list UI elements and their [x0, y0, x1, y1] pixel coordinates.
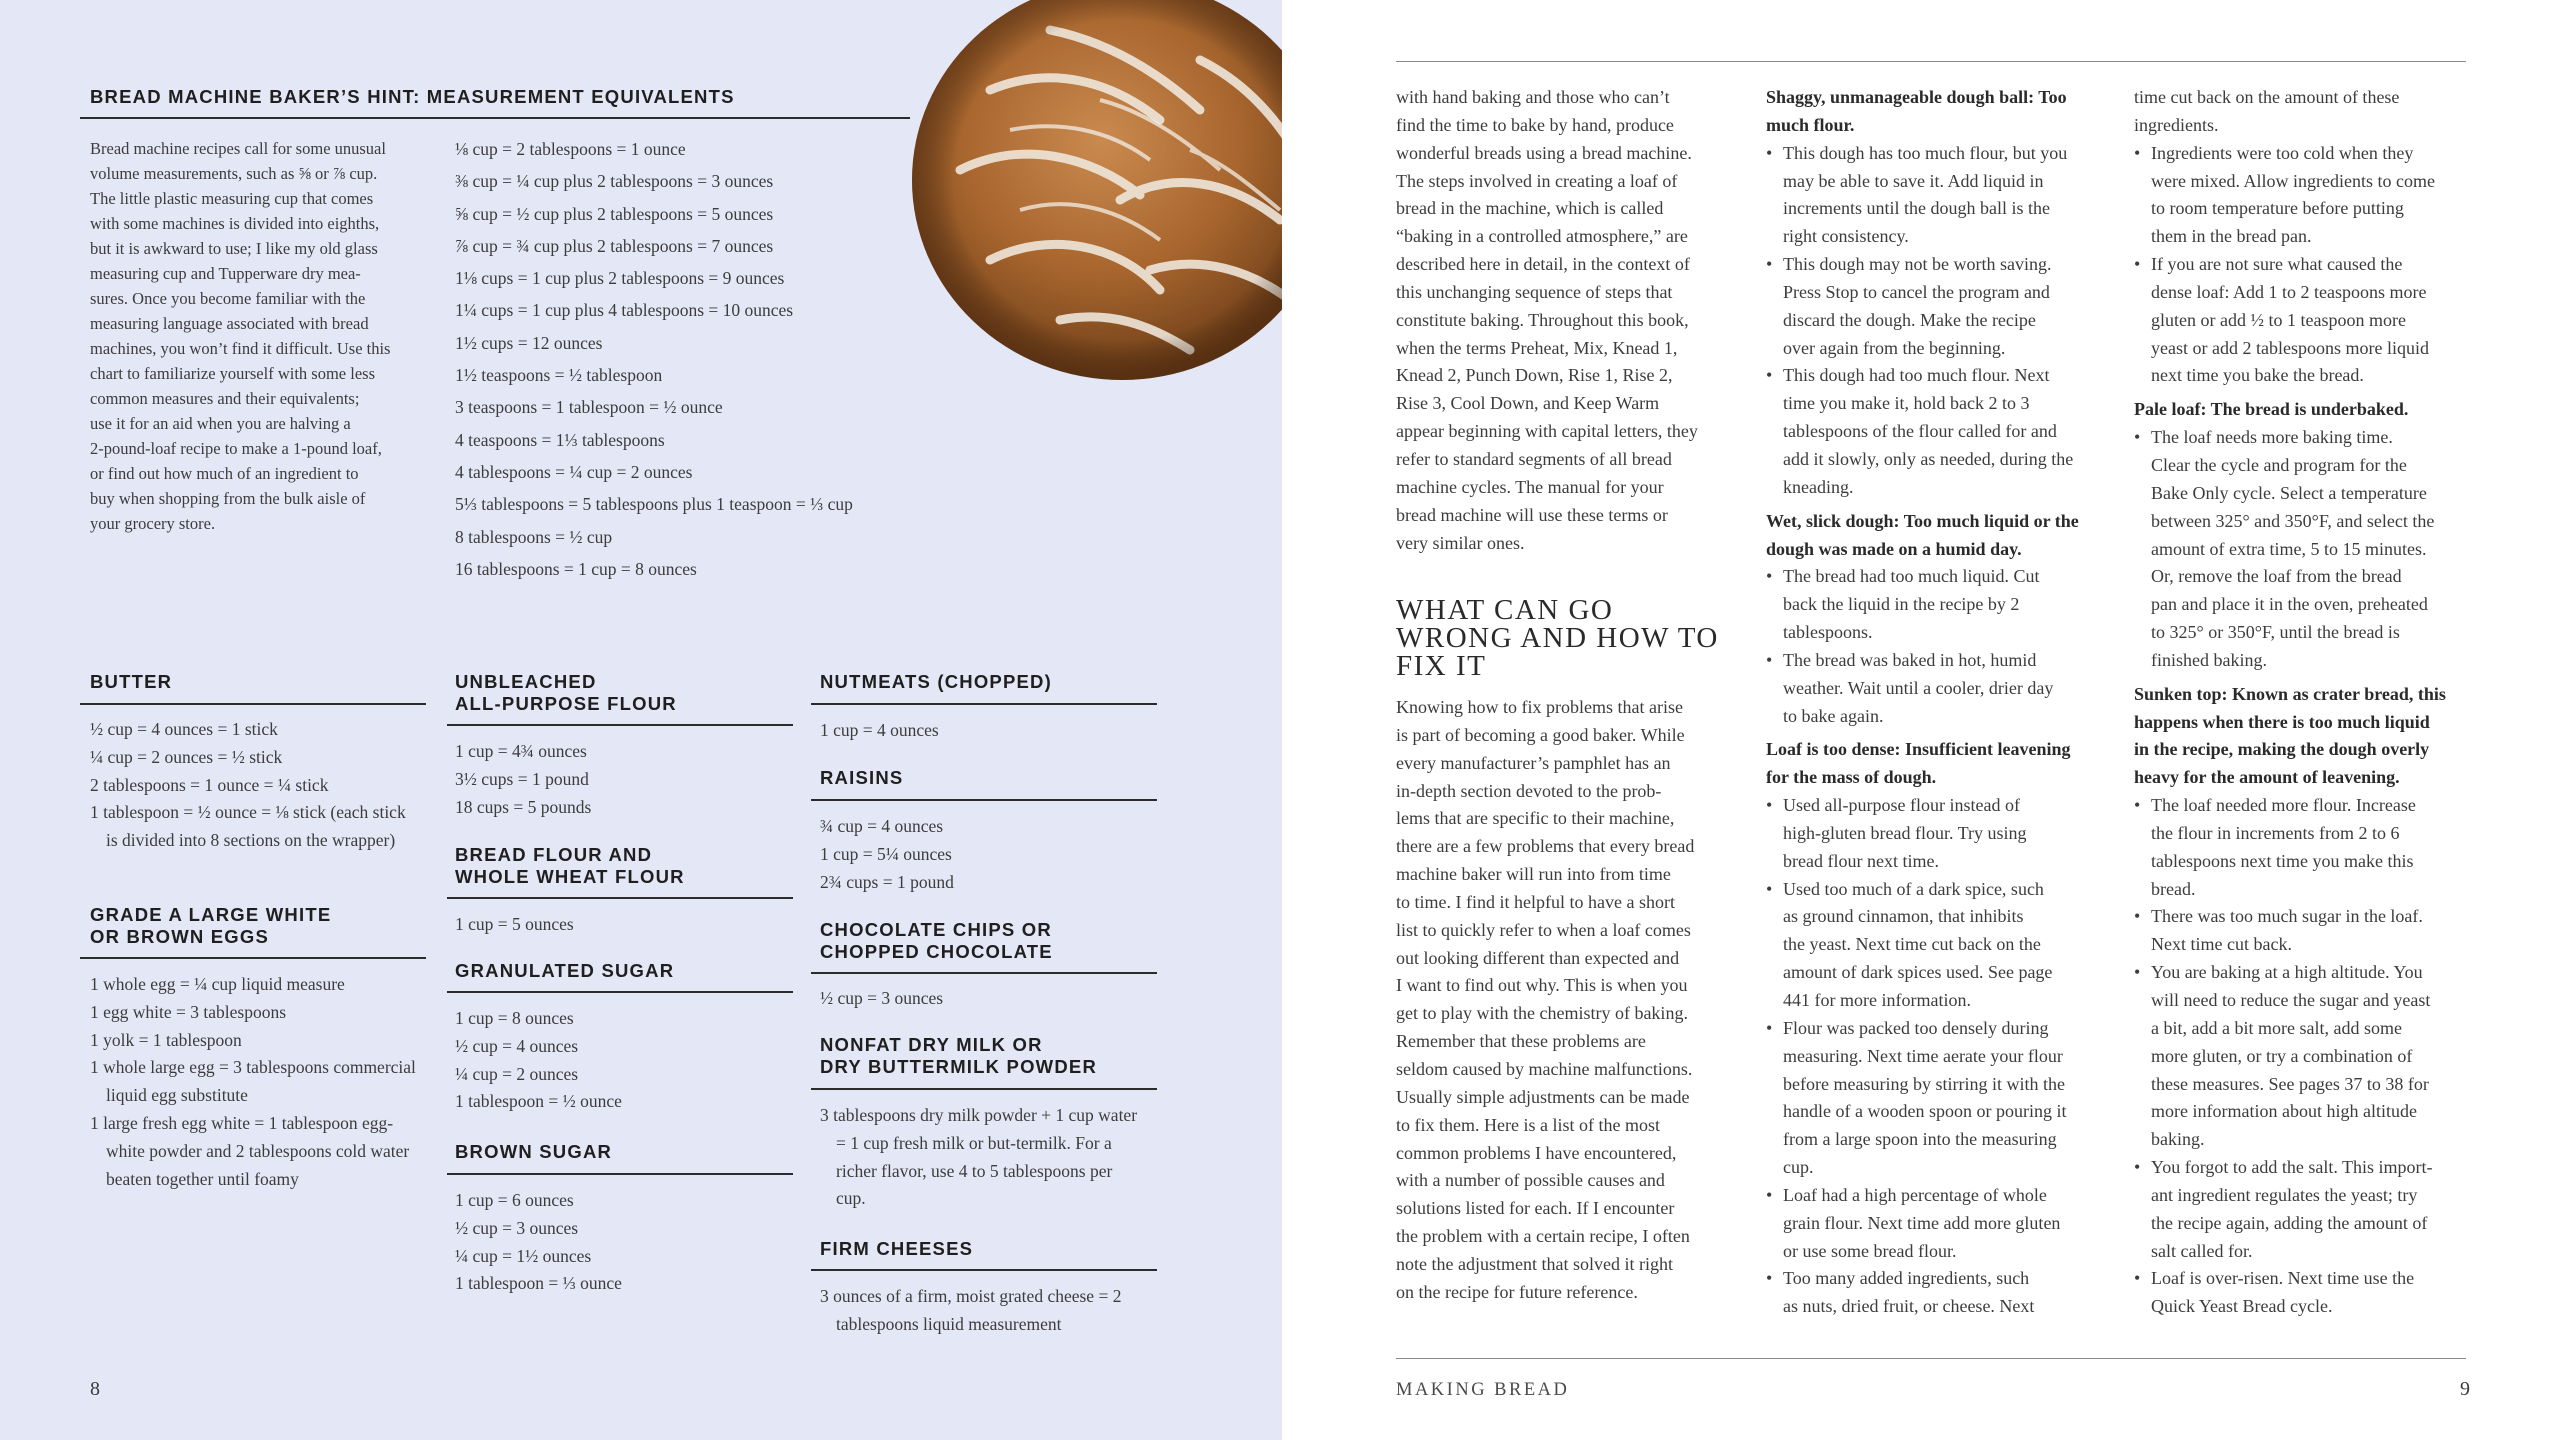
section-heading	[1396, 596, 1741, 680]
text-line: finished baking.	[2151, 649, 2267, 670]
text-line: Next time cut back.	[2151, 934, 2292, 955]
text-line: weather. Wait until a cooler, drier day	[1783, 677, 2054, 698]
text-line: yeast or add 2 tablespoons more liquid	[2151, 337, 2429, 358]
body-line: Knowing how to fix problems that arise	[1396, 697, 1683, 717]
text-line: back the liquid in the recipe by 2	[1783, 594, 2020, 615]
dry-milk-title	[820, 1034, 1097, 1078]
body-line: seldom caused by machine malfunctions.	[1396, 1058, 1693, 1079]
text-line: Used too much of a dark spice, such	[1783, 878, 2044, 899]
body-line: described here in detail, in the context of	[1396, 254, 1690, 275]
body-line: there are a few problems that every bread	[1396, 836, 1695, 857]
intro-line: sures. Once you become familiar with the	[90, 289, 366, 308]
flour-row: 1 cup = 4¾ ounces	[455, 741, 587, 761]
equivalent-row: 1½ cups = 12 ounces	[455, 332, 603, 353]
col3-bullet	[2134, 903, 2484, 959]
brown-sugar-list	[455, 1187, 785, 1298]
body-line: bread machine will use these terms or	[1396, 504, 1668, 525]
text-line: more information about high altitude	[2151, 1101, 2417, 1122]
body-line: The steps involved in creating a loaf of	[1396, 170, 1678, 191]
col3-bullet	[2134, 1265, 2484, 1321]
body-line: with hand baking and those who can’t	[1396, 87, 1670, 107]
butter-list	[90, 716, 420, 855]
col2-bullet	[1766, 563, 2116, 647]
dry-milk-title-line2: DRY BUTTERMILK POWDER	[820, 1056, 1098, 1077]
text-line: a bit, add a bit more salt, add some	[2151, 1017, 2402, 1038]
bullet-marker: •	[2134, 795, 2141, 816]
raisins-list	[820, 813, 1150, 896]
text-line: the recipe again, adding the amount of	[2151, 1212, 2428, 1233]
text-line: more gluten, or try a combination of	[2151, 1045, 2413, 1066]
equivalent-row: 1⅛ cups = 1 cup plus 2 tablespoons = 9 ounces	[455, 268, 785, 289]
flour-row: 3½ cups = 1 pound	[455, 768, 589, 789]
text-line: handle of a wooden spoon or pouring it	[1783, 1101, 2067, 1122]
text-line: Shaggy, unmanageable dough ball: Too	[1766, 87, 2067, 107]
bullet-marker: •	[2134, 962, 2141, 983]
eggs-row: 1 yolk = 1 tablespoon	[90, 1029, 242, 1050]
eggs-list	[90, 971, 425, 1193]
intro-line: measuring cup and Tupperware dry mea-	[90, 264, 361, 283]
right-page-number: 9	[2460, 1378, 2470, 1400]
text-line: Loaf is over-risen. Next time use the	[2151, 1268, 2415, 1289]
dry-milk-rule	[811, 1088, 1157, 1090]
text-line: in the recipe, making the dough overly	[2134, 739, 2430, 760]
eggs-title-line2: OR BROWN EGGS	[90, 926, 270, 947]
col2-bullet	[1766, 362, 2116, 501]
brown-sugar-row: 1 cup = 6 ounces	[455, 1190, 574, 1210]
section-intro-text	[1396, 694, 1741, 1307]
text-line: Flour was packed too densely during	[1783, 1017, 2049, 1038]
intro-line: common measures and their equivalents;	[90, 389, 360, 408]
equivalent-row: ⅜ cup = ¼ cup plus 2 tablespoons = 3 ounces	[455, 171, 774, 192]
body-line: in-depth section devoted to the prob-	[1396, 780, 1662, 801]
col3-bullet	[2134, 959, 2484, 1154]
flour-list	[455, 738, 785, 821]
text-line: This dough may not be worth saving.	[1783, 254, 2052, 275]
eggs-title	[90, 904, 331, 948]
text-line: You are baking at a high altitude. You	[2151, 962, 2423, 983]
col2-bullet	[1766, 1265, 2116, 1321]
text-line: The loaf needs more baking time.	[2151, 427, 2393, 448]
text-line: to 325° or 350°F, until the bread is	[2151, 622, 2400, 643]
text-line: dense loaf: Add 1 to 2 teaspoons more	[2151, 281, 2427, 302]
intro-line: machines, you won’t find it difficult. Use this	[90, 339, 391, 358]
text-line: 441 for more information.	[1783, 990, 1971, 1010]
text-line: to room temperature before putting	[2151, 198, 2404, 219]
text-line: Too many added ingredients, such	[1783, 1268, 2030, 1289]
text-line: to bake again.	[1783, 705, 1884, 726]
granulated-sugar-row: 1 cup = 8 ounces	[455, 1008, 574, 1028]
intro-line: 2-pound-loaf recipe to make a 1-pound loaf,	[90, 439, 382, 458]
bullet-marker: •	[1766, 1017, 1773, 1038]
bullet-marker: •	[2134, 254, 2141, 275]
text-line: may be able to save it. Add liquid in	[1783, 170, 2044, 191]
col2-subhead	[1766, 736, 2116, 792]
text-line: happens when there is too much liquid	[2134, 711, 2430, 732]
body-line: on the recipe for future reference.	[1396, 1281, 1638, 1302]
text-line: Loaf had a high percentage of whole	[1783, 1184, 2047, 1205]
bread-flour-title-line2: WHOLE WHEAT FLOUR	[455, 866, 685, 887]
brown-sugar-rule	[447, 1173, 793, 1175]
body-line: “baking in a controlled atmosphere,” are	[1396, 226, 1688, 247]
col2-bullet	[1766, 647, 2116, 731]
body-line: refer to standard segments of all bread	[1396, 448, 1672, 469]
granulated-sugar-row: ¼ cup = 2 ounces	[455, 1063, 579, 1084]
equivalent-row: 1½ teaspoons = ½ tablespoon	[455, 365, 663, 386]
equivalent-row: 16 tablespoons = 1 cup = 8 ounces	[455, 558, 697, 579]
text-line: gluten or add ½ to 1 teaspoon more	[2151, 309, 2406, 330]
col3-continued	[2134, 84, 2484, 140]
text-line: Ingredients were too cold when they	[2151, 142, 2414, 163]
body-line: note the adjustment that solved it right	[1396, 1253, 1673, 1274]
brown-sugar-row: ¼ cup = 1½ ounces	[455, 1245, 592, 1266]
text-line: Used all-purpose flour instead of	[1783, 795, 2020, 816]
text-line: or use some bread flour.	[1783, 1240, 1957, 1261]
body-line: out looking different than expected and	[1396, 947, 1680, 968]
text-line: heavy for the amount of leavening.	[2134, 767, 2400, 788]
equivalents-list	[455, 133, 975, 585]
intro-line: chart to familiarize yourself with some less	[90, 364, 375, 383]
butter-title: BUTTER	[90, 671, 173, 692]
col3-bullet	[2134, 424, 2484, 675]
bottom-rule	[1396, 1358, 2466, 1359]
text-line: pan and place it in the oven, preheated	[2151, 594, 2428, 615]
text-line: increments until the dough ball is the	[1783, 198, 2050, 219]
bullet-marker: •	[2134, 906, 2141, 927]
eggs-title-line1: GRADE A LARGE WHITE	[90, 904, 332, 925]
body-line: wonderful breads using a bread machine.	[1396, 142, 1692, 163]
text-line: kneading.	[1783, 476, 1854, 497]
equivalent-row: ⅝ cup = ½ cup plus 2 tablespoons = 5 ounces	[455, 203, 774, 224]
text-line: salt called for.	[2151, 1240, 2253, 1261]
text-line: This dough had too much flour. Next	[1783, 365, 2050, 386]
body-line: machine cycles. The manual for your	[1396, 476, 1664, 497]
butter-row: 2 tablespoons = 1 ounce = ¼ stick	[90, 774, 329, 795]
text-line: discard the dough. Make the recipe	[1783, 309, 2036, 330]
body-line: Usually simple adjustments can be made	[1396, 1086, 1690, 1107]
col2-bullet	[1766, 1182, 2116, 1266]
text-line: tablespoons.	[1783, 622, 1873, 643]
body-line: when the terms Preheat, Mix, Knead 1,	[1396, 337, 1678, 358]
butter-rule	[80, 703, 426, 705]
eggs-rule	[80, 957, 426, 959]
flour-rule	[447, 724, 793, 726]
col3-bullet	[2134, 251, 2484, 390]
intro-line: Bread machine recipes call for some unusual	[90, 139, 386, 158]
right-page	[1282, 0, 2560, 1440]
text-line: tablespoons next time you make this	[2151, 850, 2414, 871]
bread-flour-list	[455, 911, 785, 939]
granulated-sugar-row: 1 tablespoon = ½ ounce	[455, 1091, 622, 1112]
text-line: the yeast. Next time cut back on the	[1783, 934, 2041, 955]
chocolate-title-line2: CHOPPED CHOCOLATE	[820, 941, 1053, 962]
intro-line: measuring language associated with bread	[90, 314, 369, 333]
running-head: MAKING BREAD	[1396, 1380, 1570, 1400]
col3-subhead	[2134, 681, 2484, 792]
equivalent-row: 4 teaspoons = 1⅓ tablespoons	[455, 429, 665, 450]
eggs-row: 1 whole egg = ¼ cup liquid measure	[90, 974, 345, 994]
text-line: Quick Yeast Bread cycle.	[2151, 1296, 2333, 1317]
equivalent-row: 5⅓ tablespoons = 5 tablespoons plus 1 teaspoon = ⅓ cup	[455, 494, 853, 515]
text-line: Sunken top: Known as crater bread, this	[2134, 683, 2446, 704]
text-line: The loaf needed more flour. Increase	[2151, 795, 2416, 816]
body-line: lems that are specific to their machine,	[1396, 808, 1675, 829]
bullet-marker: •	[1766, 365, 1773, 386]
text-line: will need to reduce the sugar and yeast	[2151, 990, 2431, 1010]
troubleshooting-column-3	[2134, 84, 2484, 1321]
intro-line: use it for an aid when you are halving a	[90, 414, 351, 433]
body-line: Remember that these problems are	[1396, 1031, 1646, 1052]
text-line: baking.	[2151, 1129, 2205, 1150]
brown-sugar-row: ½ cup = 3 ounces	[455, 1217, 579, 1238]
brown-sugar-title: BROWN SUGAR	[455, 1141, 613, 1162]
bullet-marker: •	[1766, 254, 1773, 275]
granulated-sugar-row: ½ cup = 4 ounces	[455, 1035, 579, 1056]
chocolate-list	[820, 985, 1150, 1013]
bullet-marker: •	[1766, 795, 1773, 816]
body-line: machine baker will run into from time	[1396, 864, 1671, 885]
col3-bullet	[2134, 792, 2484, 903]
heading-line: FIX IT	[1396, 650, 1487, 682]
body-line: bread in the machine, which is called	[1396, 198, 1664, 219]
bullet-marker: •	[1766, 878, 1773, 899]
text-line: next time you bake the bread.	[2151, 365, 2364, 386]
intro-line: volume measurements, such as ⅝ or ⅞ cup.	[90, 164, 378, 183]
text-line: time you make it, hold back 2 to 3	[1783, 393, 2030, 414]
flour-title-line2: ALL-PURPOSE FLOUR	[455, 693, 677, 714]
text-line: amount of dark spices used. See page	[1783, 962, 2053, 983]
granulated-sugar-title: GRANULATED SUGAR	[455, 960, 675, 981]
text-line: Pale loaf: The bread is underbaked.	[2134, 399, 2409, 420]
col2-subhead	[1766, 84, 2116, 140]
bullet-marker: •	[1766, 1268, 1773, 1289]
body-line: get to play with the chemistry of baking.	[1396, 1003, 1688, 1024]
bullet-marker: •	[1766, 142, 1773, 163]
equivalent-row: ⅞ cup = ¾ cup plus 2 tablespoons = 7 ounces	[455, 235, 774, 256]
body-line: to time. I find it helpful to have a short	[1396, 891, 1675, 912]
body-line: appear beginning with capital letters, they	[1396, 421, 1698, 442]
intro-line: The little plastic measuring cup that comes	[90, 189, 374, 208]
text-line: right consistency.	[1783, 226, 1909, 247]
bullet-marker: •	[2134, 1157, 2141, 1178]
bullet-marker: •	[1766, 566, 1773, 587]
raisins-row: 1 cup = 5¼ ounces	[820, 843, 952, 864]
text-line: This dough has too much flour, but you	[1783, 142, 2068, 163]
text-line: before measuring by stirring it with the	[1783, 1073, 2065, 1094]
text-line: high-gluten bread flour. Try using	[1783, 822, 2027, 843]
dry-milk-row: 3 tablespoons dry milk powder + 1 cup water = 1 cup fresh milk or but-termilk. For a richer flavor, use 4 to 5 tablespoons per cup.	[820, 1105, 1138, 1209]
col3-bullet	[2134, 1154, 2484, 1265]
eggs-row: 1 whole large egg = 3 tablespoons commercial liquid egg substitute	[90, 1057, 416, 1106]
chocolate-rule	[811, 972, 1157, 974]
text-line: from a large spoon into the measuring	[1783, 1129, 2057, 1150]
cheeses-rule	[811, 1269, 1157, 1271]
dry-milk-title-line1: NONFAT DRY MILK OR	[820, 1034, 1043, 1055]
raisins-row: 2¾ cups = 1 pound	[820, 871, 954, 892]
bullet-marker: •	[2134, 1268, 2141, 1289]
flour-row: 18 cups = 5 pounds	[455, 796, 592, 817]
equivalent-row: 4 tablespoons = ¼ cup = 2 ounces	[455, 461, 693, 482]
flour-title	[455, 671, 677, 715]
eggs-row: 1 large fresh egg white = 1 tablespoon egg-white powder and 2 tablespoons cold water beaten together until foamy	[90, 1112, 410, 1189]
body-line: to fix them. Here is a list of the most	[1396, 1114, 1660, 1135]
granulated-sugar-list	[455, 1005, 785, 1116]
body-line: very similar ones.	[1396, 532, 1525, 553]
bread-flour-row: 1 cup = 5 ounces	[455, 914, 574, 934]
text-line: ingredients.	[2134, 114, 2219, 135]
col2-bullet	[1766, 140, 2116, 251]
text-line: bread.	[2151, 878, 2196, 899]
body-line: the problem with a certain recipe, I often	[1396, 1226, 1690, 1247]
body-line: common problems I have encountered,	[1396, 1142, 1677, 1163]
text-line: amount of extra time, 5 to 15 minutes.	[2151, 538, 2427, 559]
equivalent-row: ⅛ cup = 2 tablespoons = 1 ounce	[455, 139, 686, 159]
text-line: cup.	[1783, 1157, 1814, 1178]
intro-paragraph	[90, 136, 430, 536]
text-line: You forgot to add the salt. This import-	[2151, 1157, 2433, 1178]
body-line: find the time to bake by hand, produce	[1396, 114, 1674, 135]
nutmeats-title: NUTMEATS (CHOPPED)	[820, 671, 1052, 692]
body-line: constitute baking. Throughout this book,	[1396, 309, 1689, 330]
text-line: dough was made on a humid day.	[1766, 538, 2022, 559]
col2-subhead	[1766, 508, 2116, 564]
text-line: grain flour. Next time add more gluten	[1783, 1212, 2061, 1233]
body-line: this unchanging sequence of steps that	[1396, 281, 1673, 302]
top-rule	[1396, 61, 2466, 62]
equivalent-row: 3 teaspoons = 1 tablespoon = ½ ounce	[455, 397, 723, 418]
raisins-row: ¾ cup = 4 ounces	[820, 816, 944, 836]
bullet-marker: •	[2134, 427, 2141, 448]
text-line: the flour in increments from 2 to 6	[2151, 822, 2400, 843]
col3-subhead	[2134, 396, 2484, 424]
hint-title: BREAD MACHINE BAKER’S HINT: MEASUREMENT EQUIVALENTS	[90, 86, 735, 107]
hint-title-rule	[80, 117, 910, 119]
text-line: The bread was baked in hot, humid	[1783, 649, 2037, 670]
text-line: between 325° and 350°F, and select the	[2151, 510, 2435, 531]
text-line: were mixed. Allow ingredients to come	[2151, 170, 2435, 191]
bread-flour-title	[455, 844, 685, 888]
raisins-title: RAISINS	[820, 767, 904, 788]
butter-row: ½ cup = 4 ounces = 1 stick	[90, 719, 278, 739]
intro-line: with some machines is divided into eighths,	[90, 214, 380, 233]
text-line: Wet, slick dough: Too much liquid or the	[1766, 510, 2079, 531]
text-line: ant ingredient regulates the yeast; try	[2151, 1184, 2418, 1205]
body-line: Knead 2, Punch Down, Rise 1, Rise 2,	[1396, 365, 1673, 386]
equivalent-row: 1¼ cups = 1 cup plus 4 tablespoons = 10 ounces	[455, 300, 794, 321]
text-line: Loaf is too dense: Insufficient leavening	[1766, 739, 2071, 760]
text-line: over again from the beginning.	[1783, 337, 2006, 358]
intro-line: your grocery store.	[90, 514, 216, 533]
text-line: There was too much sugar in the loaf.	[2151, 906, 2423, 927]
left-page-number: 8	[90, 1378, 100, 1400]
text-line: Bake Only cycle. Select a temperature	[2151, 482, 2427, 503]
text-line: these measures. See pages 37 to 38 for	[2151, 1073, 2429, 1094]
bullet-marker: •	[1766, 649, 1773, 670]
bullet-marker: •	[1766, 1184, 1773, 1205]
bread-flour-rule	[447, 897, 793, 899]
granulated-sugar-rule	[447, 991, 793, 993]
cheeses-row: 3 ounces of a firm, moist grated cheese = 2 tablespoons liquid measurement	[820, 1286, 1122, 1334]
intro-line: or find out how much of an ingredient to	[90, 464, 359, 483]
body-line: solutions listed for each. If I encounter	[1396, 1198, 1675, 1219]
chocolate-title	[820, 919, 1053, 963]
text-line: Clear the cycle and program for the	[2151, 454, 2407, 475]
col3-bullet	[2134, 140, 2484, 251]
text-line: for the mass of dough.	[1766, 767, 1937, 788]
cheeses-list	[820, 1283, 1160, 1339]
butter-row: ¼ cup = 2 ounces = ½ stick	[90, 746, 283, 767]
bullet-marker: •	[2134, 142, 2141, 163]
text-line: as ground cinnamon, that inhibits	[1783, 906, 2024, 927]
text-line: If you are not sure what caused the	[2151, 254, 2403, 275]
body-line: is part of becoming a good baker. While	[1396, 724, 1685, 745]
col2-bullet	[1766, 251, 2116, 362]
nutmeats-list	[820, 717, 1150, 745]
nutmeats-row: 1 cup = 4 ounces	[820, 720, 939, 740]
bread-flour-title-line1: BREAD FLOUR AND	[455, 844, 653, 865]
text-line: add it slowly, only as needed, during the	[1783, 448, 2074, 469]
body-line: I want to find out why. This is when you	[1396, 975, 1688, 996]
intro-line: but it is awkward to use; I like my old glass	[90, 239, 378, 258]
text-line: much flour.	[1766, 114, 1855, 135]
equivalent-row: 8 tablespoons = ½ cup	[455, 526, 613, 547]
text-line: Press Stop to cancel the program and	[1783, 281, 2050, 302]
intro-line: buy when shopping from the bulk aisle of	[90, 489, 366, 508]
chocolate-row: ½ cup = 3 ounces	[820, 988, 944, 1008]
intro-continued-text	[1396, 84, 1741, 557]
cheeses-title: FIRM CHEESES	[820, 1238, 974, 1259]
text-line: bread flour next time.	[1783, 850, 1939, 871]
body-line: list to quickly refer to when a loaf comes	[1396, 919, 1691, 940]
raisins-rule	[811, 799, 1157, 801]
col2-bullet	[1766, 1015, 2116, 1182]
col2-bullet	[1766, 876, 2116, 1015]
text-line: tablespoons of the flour called for and	[1783, 421, 2057, 442]
text-line: time cut back on the amount of these	[2134, 87, 2400, 107]
flour-title-line1: UNBLEACHED	[455, 671, 597, 692]
heading-line: WRONG AND HOW TO	[1396, 622, 1719, 654]
text-line: them in the bread pan.	[2151, 226, 2312, 247]
chocolate-title-line1: CHOCOLATE CHIPS OR	[820, 919, 1052, 940]
eggs-row: 1 egg white = 3 tablespoons	[90, 1001, 287, 1022]
brown-sugar-row: 1 tablespoon = ⅓ ounce	[455, 1273, 622, 1294]
text-line: Or, remove the loaf from the bread	[2151, 566, 2402, 587]
text-line: as nuts, dried fruit, or cheese. Next	[1783, 1296, 2035, 1317]
body-line: every manufacturer’s pamphlet has an	[1396, 752, 1671, 773]
text-line: measuring. Next time aerate your flour	[1783, 1045, 2063, 1066]
col2-bullet	[1766, 792, 2116, 876]
butter-row: 1 tablespoon = ½ ounce = ⅛ stick (each stick is divided into 8 sections on the wrapper)	[90, 802, 406, 851]
troubleshooting-column-2	[1766, 84, 2116, 1321]
body-line: with a number of possible causes and	[1396, 1170, 1665, 1191]
text-line: The bread had too much liquid. Cut	[1783, 566, 2040, 587]
body-line: Rise 3, Cool Down, and Keep Warm	[1396, 393, 1660, 414]
heading-line: WHAT CAN GO	[1396, 594, 1614, 626]
nutmeats-rule	[811, 703, 1157, 705]
dry-milk-list	[820, 1102, 1140, 1213]
